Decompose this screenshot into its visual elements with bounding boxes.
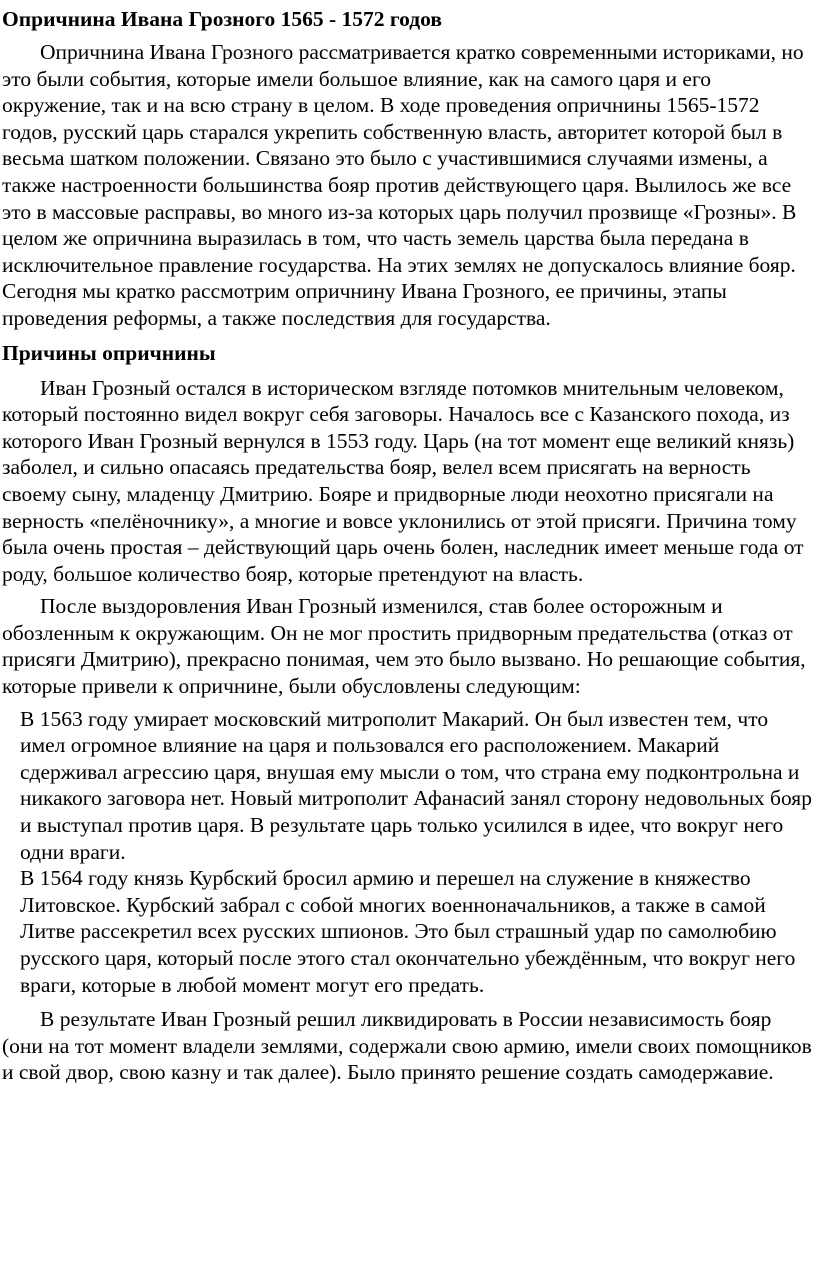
section-heading-causes: Причины опричнины	[2, 340, 216, 365]
document-title: Опричнина Ивана Грозного 1565 - 1572 годов	[2, 7, 442, 31]
conclusion-paragraph: В результате Иван Грозный решил ликвидировать в России независимость бояр (они на тот момент владели землями, содержали свою армию, имели своих помощников и свой двор, свою казну и так далее). Было принято решение создать самодержавие.	[2, 1007, 812, 1085]
causes-list	[2, 706, 812, 999]
causes-paragraph-2: После выздоровления Иван Грозный изменился, став более осторожным и обозленным к окружающим. Он не мог простить придворным предательства (отказ от присяги Дмитрию), прекрасно понимая, чем это было вызвано. Но решающие события, которые привели к опричнине, были обусловлены следующим:	[2, 594, 806, 699]
intro-paragraph: Опричнина Ивана Грозного рассматривается кратко современными историками, но это были события, которые имели большое влияние, как на самого царя и его окружение, так и на всю страну в целом. В ходе проведения опричнины 1565-1572 годов, русский царь старался укрепить собственную власть, авторитет которой был в весьма шатком положении. Связано это было с участившимися случаями измены, а также настроенности большинства бояр против действующего царя. Вылилось же все это в массовые расправы, во много из-за которых царь получил прозвище «Грозны». В целом же опричнина выразилась в том, что часть земель царства была передана в исключительное правление государства. На этих землях не допускалось влияние бояр. Сегодня мы кратко рассмотрим опричнину Ивана Грозного, ее причины, этапы проведения реформы, а также последствия для государства.	[2, 40, 804, 330]
list-item: В 1563 году умирает московский митрополит Макарий. Он был известен тем, что имел огромное влияние на царя и пользовался его расположением. Макарий сдерживал агрессию царя, внушая ему мысли о том, что страна ему подконтрольна и никакого заговора нет. Новый митрополит Афанасий занял сторону недовольных бояр и выступал против царя. В результате царь только усилился в идее, что вокруг него одни враги.	[20, 706, 812, 864]
causes-paragraph-1: Иван Грозный остался в историческом взгляде потомков мнительным человеком, который постоянно видел вокруг себя заговоры. Началось все с Казанского похода, из которого Иван Грозный вернулся в 1553 году. Царь (на тот момент еще великий князь) заболел, и сильно опасаясь предательства бояр, велел всем присягать на верность своему сыну, младенцу Дмитрию. Бояре и придворные люди неохотно присягали на верность «пелёночнику», а многие и вовсе уклонились от этой присяги. Причина тому была очень простая – действующий царь очень болен, наследник имеет меньше года от роду, большое количество бояр, которые претендуют на власть.	[2, 375, 804, 586]
list-item: В 1564 году князь Курбский бросил армию и перешел на служение в княжество Литовское. Курбский забрал с собой многих военноначальников, а также в самой Литве рассекретил всех русских шпионов. Это был страшный удар по самолюбию русского царя, который после этого стал окончательно убеждённым, что вокруг него враги, которые в любой момент могут его предать.	[20, 866, 796, 997]
